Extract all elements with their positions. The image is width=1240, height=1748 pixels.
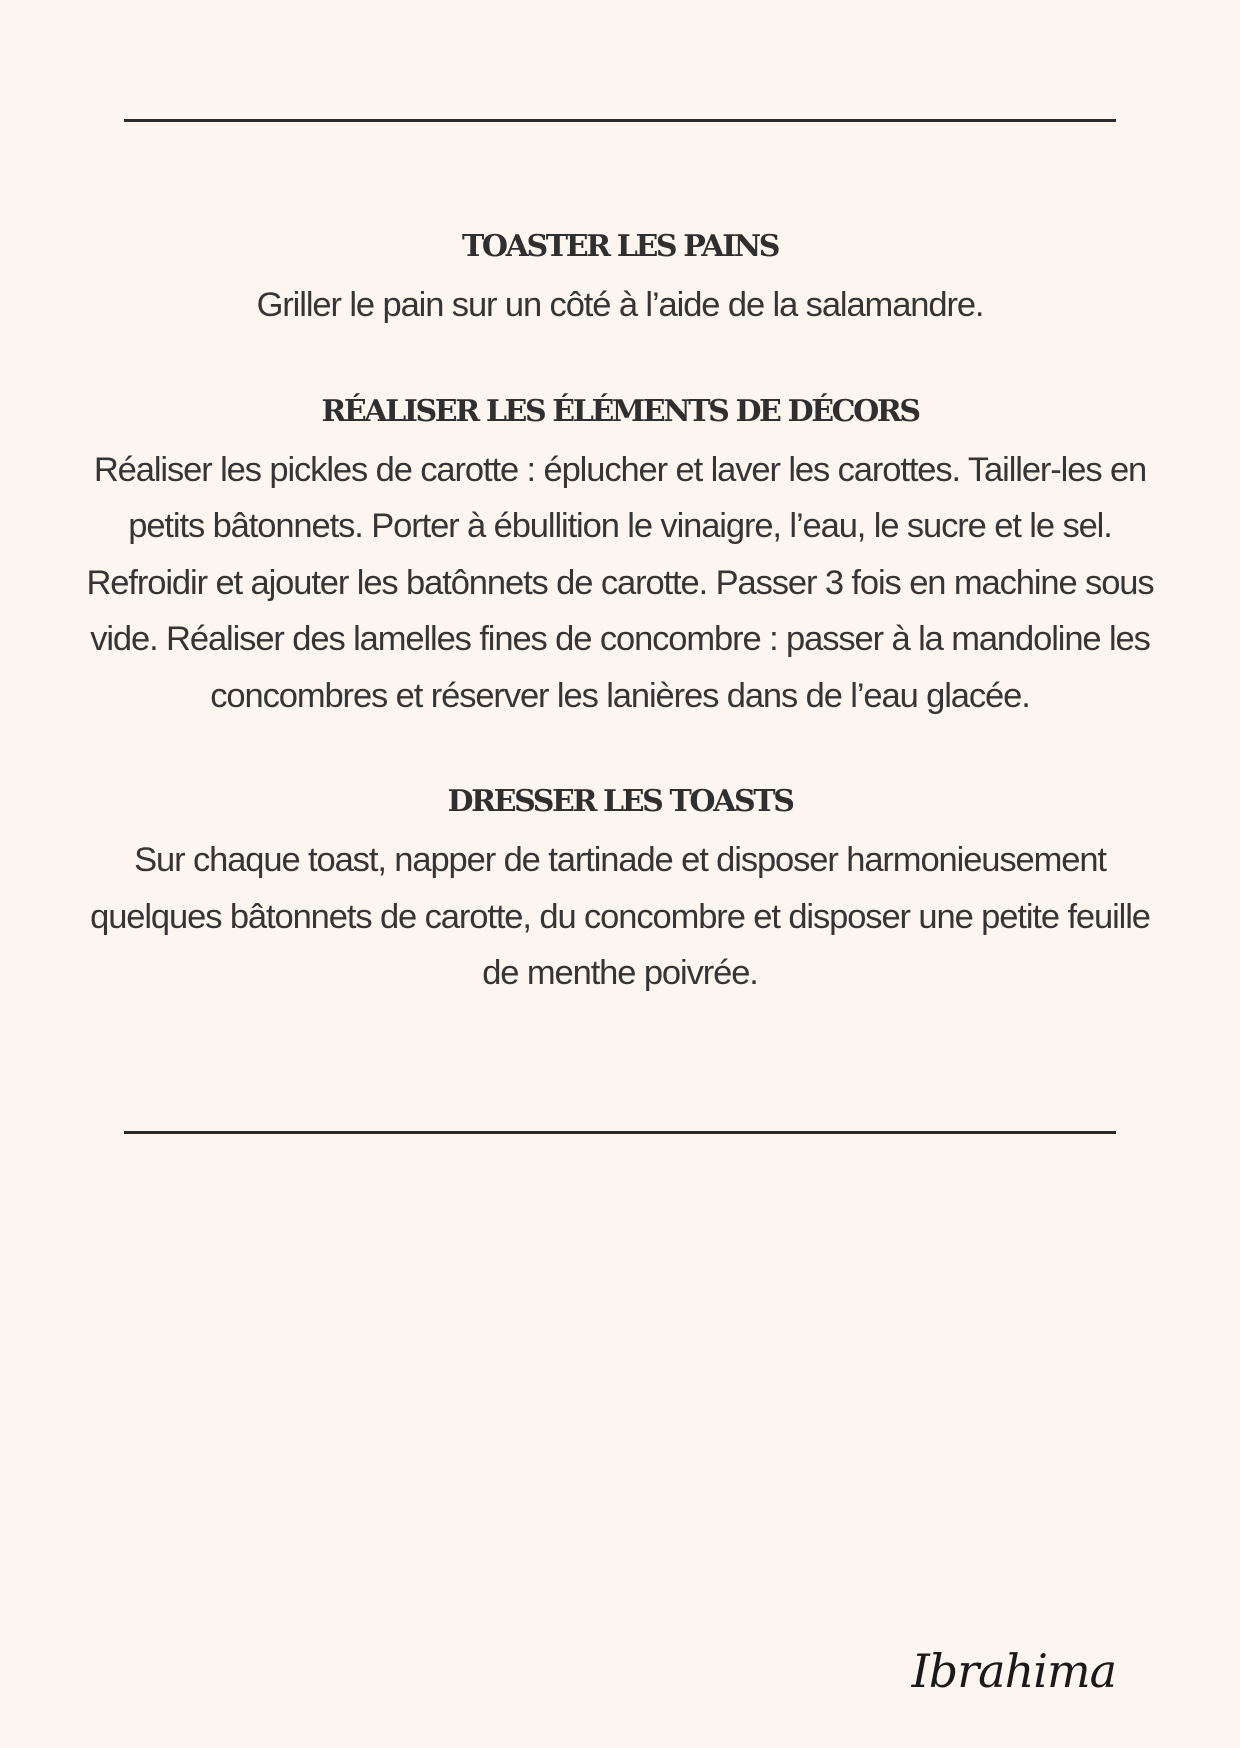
step-heading: TOASTER LES PAINS — [461, 229, 778, 264]
step-toaster-les-pains — [80, 223, 1160, 334]
step-text: Sur chaque toast, napper de tartinade et disposer harmonieusement quelques bâtonnets de carotte, du concombre et disposer une petite feuille de menthe poivrée. — [90, 841, 1150, 992]
recipe-steps — [80, 223, 1160, 1056]
bottom-divider — [124, 1131, 1116, 1134]
step-realiser-decors — [80, 388, 1160, 725]
step-heading: RÉALISER LES ÉLÉMENTS DE DÉCORS — [321, 393, 919, 429]
step-text: Réaliser les pickles de carotte : éplucher et laver les carottes. Tailler-les en petits bâtonnets. Porter à ébullition le vinaigre, l’eau, le sucre et le sel. Refroidir et ajouter les batônnets de carotte. Passer 3 fois en machine sous vide. Réaliser des lamelles fines de concombre : passer à la mandoline les concombres et réserver les lanières dans de l’eau glacée. — [86, 450, 1154, 715]
top-divider — [124, 119, 1116, 122]
step-text: Griller le pain sur un côté à l’aide de la salamandre. — [256, 286, 984, 324]
author-signature: Ibrahima — [911, 1644, 1116, 1698]
step-heading: DRESSER LES TOASTS — [447, 784, 793, 819]
step-dresser-toasts — [80, 778, 1160, 1002]
